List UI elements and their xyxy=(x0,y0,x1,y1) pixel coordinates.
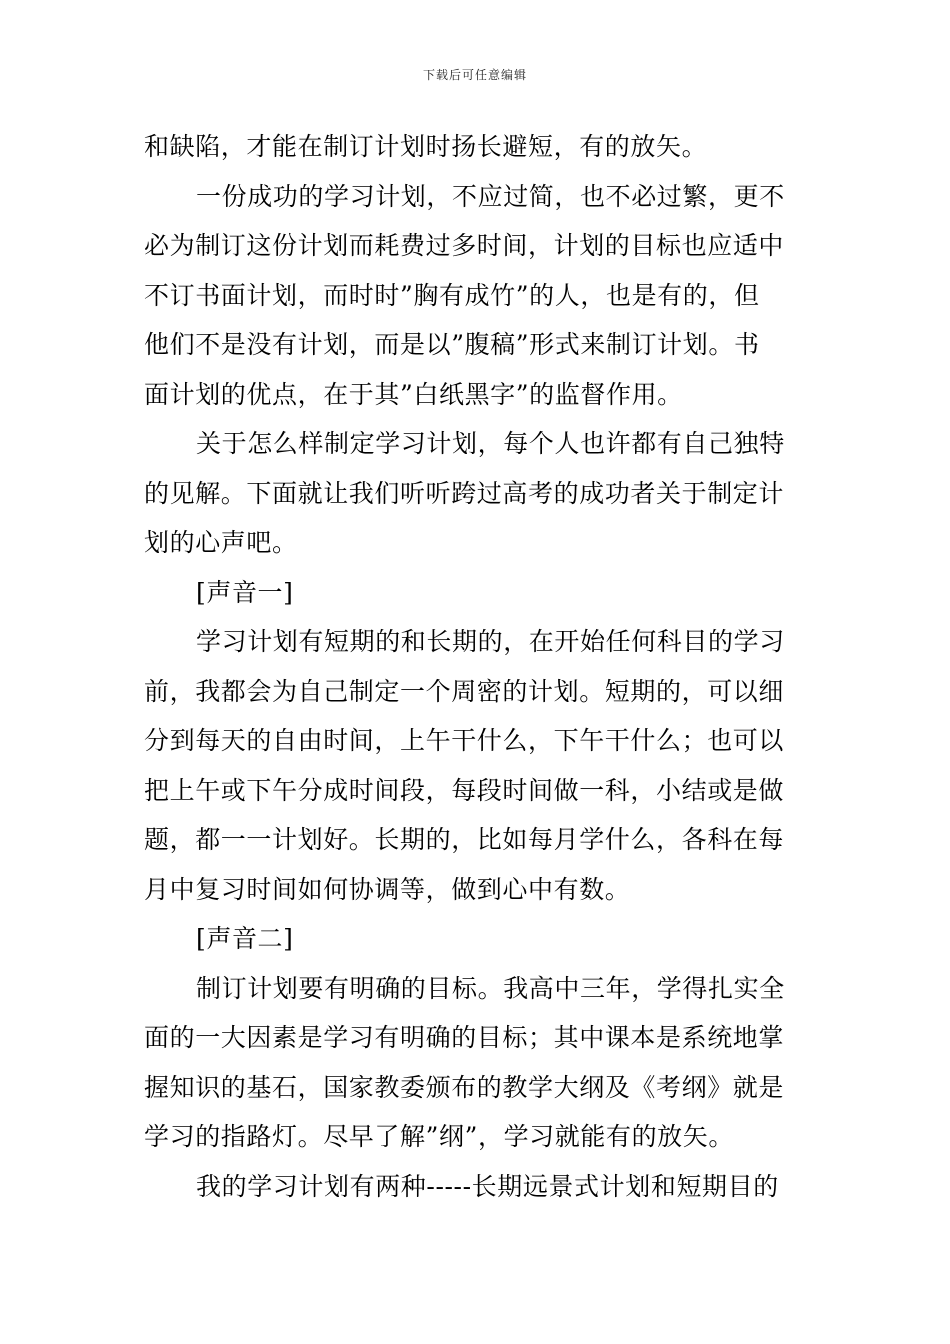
text-line: 划的心声吧。 xyxy=(144,528,298,557)
text-line: 握知识的基石，国家教委颁布的教学大纲及《考纲》就是 xyxy=(144,1072,785,1102)
text-line: 他们不是没有计划，而是以”腹稿”形式来制订计划。书 xyxy=(144,330,760,359)
text-line: 学习的指路灯。尽早了解”纲”，学习就能有的放矢。 xyxy=(144,1122,734,1151)
text-line: 分到每天的自由时间，上午干什么，下午干什么；也可以 xyxy=(144,726,785,755)
text-line: 面计划的优点，在于其”白纸黑字”的监督作用。 xyxy=(144,379,683,409)
text-line: 月中复习时间如何协调等，做到心中有数。 xyxy=(144,874,631,904)
text-line: 题，都一一计划好。长期的，比如每月学什么，各科在每 xyxy=(144,825,785,854)
section-label-voice-two: [声音二] xyxy=(196,924,294,953)
text-line: 制订计划要有明确的目标。我高中三年，学得扎实全 xyxy=(196,973,785,1003)
text-line: 关于怎么样制定学习计划，每个人也许都有自己独特 xyxy=(196,429,785,458)
text-line: 把上午或下午分成时间段，每段时间做一科，小结或是做 xyxy=(144,775,785,805)
text-line: 前，我都会为自己制定一个周密的计划。短期的，可以细 xyxy=(144,676,785,706)
section-label-voice-one: [声音一] xyxy=(196,577,294,607)
text-line: 一份成功的学习计划，不应过简，也不必过繁，更不 xyxy=(196,181,785,211)
text-line: 必为制订这份计划而耗费过多时间，计划的目标也应适中 xyxy=(144,231,785,260)
text-line: 学习计划有短期的和长期的，在开始任何科目的学习 xyxy=(196,627,785,656)
text-line: 我的学习计划有两种-----长期远景式计划和短期目的 xyxy=(196,1171,779,1201)
page-header-note: 下载后可任意编辑 xyxy=(422,68,527,82)
text-line: 和缺陷，才能在制订计划时扬长避短，有的放矢。 xyxy=(144,132,708,161)
body-text xyxy=(144,122,808,1211)
text-line: 的见解。下面就让我们听听跨过高考的成功者关于制定计 xyxy=(144,478,785,508)
text-line: 不订书面计划，而时时”胸有成竹”的人，也是有的，但 xyxy=(144,280,760,310)
text-line: 面的一大因素是学习有明确的目标；其中课本是系统地掌 xyxy=(144,1023,785,1052)
